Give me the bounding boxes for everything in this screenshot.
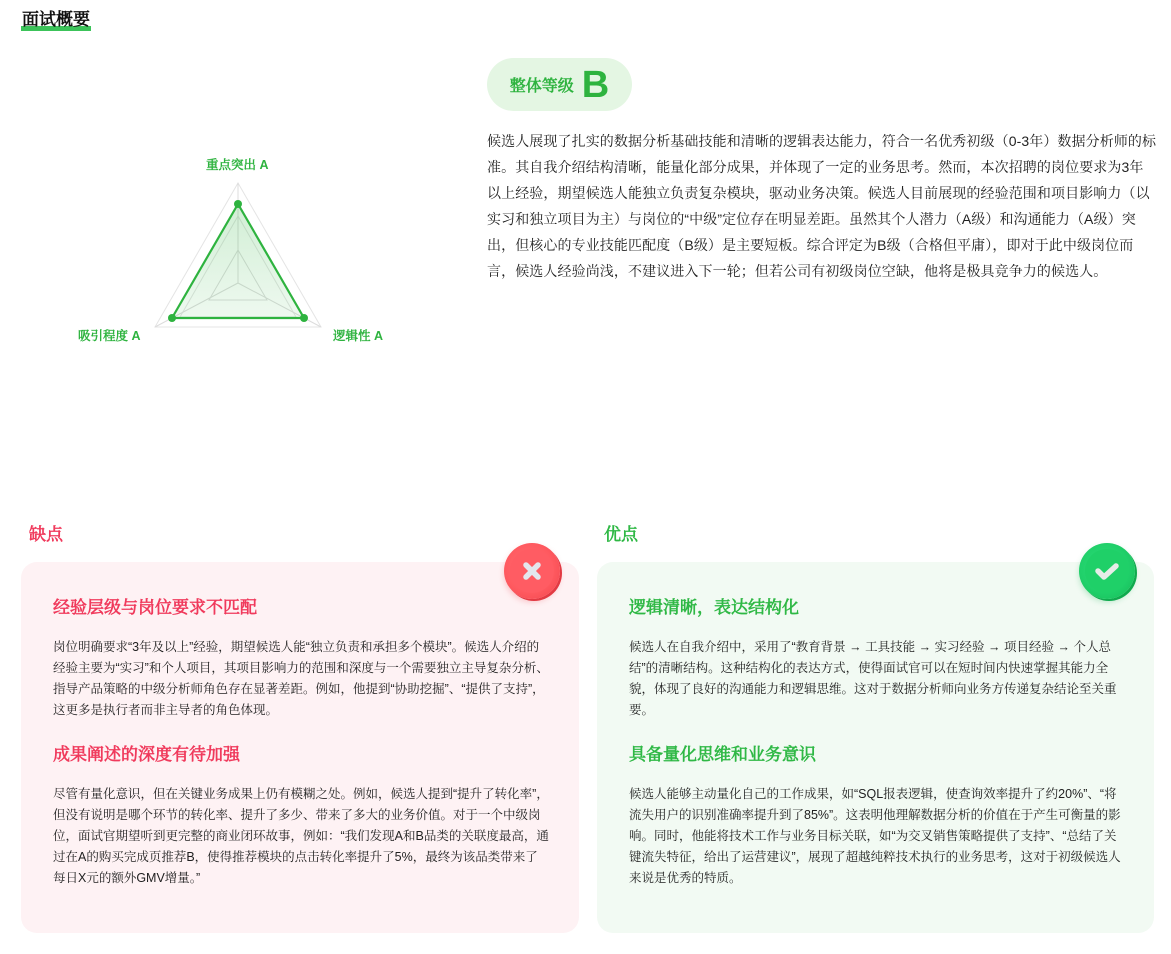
page-title: 面试概要 <box>22 10 90 29</box>
pros-item-title: 具备量化思维和业务意识 <box>629 745 816 764</box>
cons-item <box>53 596 549 721</box>
overall-grade-label: 整体等级 <box>509 78 574 95</box>
check-circle-icon <box>1079 543 1135 599</box>
cons-item-body: 尽管有量化意识，但在关键业务成果上仍有模糊之处。例如，候选人提到“提升了转化率”，但没有说明是哪个环节的转化率、提升了多少、带来了多大的业务价值。对于一个中级岗位，面试官期望听到更完整的商业闭环故事，例如：“我们发现A和B品类的关联度最高，通过在A的购买完成页推荐B，使得推荐模块的点击转化率提升了5%，最终为该品类带来了每日X元的额外GMV增量。” <box>53 787 549 885</box>
pros-item <box>629 743 1124 889</box>
overall-summary: 候选人展现了扎实的数据分析基础技能和清晰的逻辑表达能力，符合一名优秀初级（0-3年）数据分析师的标准。其自我介绍结构清晰，能量化部分成果，并体现了一定的业务思考。然而，本次招聘的岗位要求为3年以上经验，期望候选人能独立负责复杂模块，驱动业务决策。候选人目前展现的经验范围和项目影响力（以实习和独立项目为主）与岗位的“中级”定位存在明显差距。虽然其个人潜力（A级）和沟通能力（A级）突出，但核心的专业技能匹配度（B级）是主要短板。综合评定为B级（合格但平庸），即对于此中级岗位而言，候选人经验尚浅，不建议进入下一轮；但若公司有初级岗位空缺，他将是极具竞争力的候选人。 <box>487 133 1157 279</box>
cons-item <box>53 743 549 889</box>
pros-section-title: 优点 <box>604 525 638 544</box>
close-circle-icon <box>504 543 560 599</box>
radar-label-appeal: 吸引程度 A <box>78 329 141 343</box>
cons-section-title: 缺点 <box>29 525 63 544</box>
overall-grade-value: B <box>581 63 610 106</box>
pros-item-body: 候选人在自我介绍中，采用了“教育背景 → 工具技能 → 实习经验 → 项目经验 → 个人总结”的清晰结构。这种结构化的表达方式，使得面试官可以在短时间内快速掌握其能力全貌，体现了良好的沟通能力和逻辑思维。这对于数据分析师向业务方传递复杂结论至关重要。 <box>629 640 1117 717</box>
cons-item-title: 成果阐述的深度有待加强 <box>53 745 240 764</box>
cons-card <box>21 562 579 933</box>
overall-grade-badge <box>487 58 632 111</box>
pros-item-title: 逻辑清晰，表达结构化 <box>629 598 799 617</box>
radar-label-focus: 重点突出 A <box>206 158 269 172</box>
cons-item-body: 岗位明确要求“3年及以上”经验，期望候选人能“独立负责和承担多个模块”。候选人介绍的经验主要为“实习”和个人项目，其项目影响力的范围和深度与一个需要独立主导复杂分析、指导产品策略的中级分析师角色存在显著差距。例如，他提到“协助挖掘”、“提供了支持”，这更多是执行者而非主导者的角色体现。 <box>53 640 549 717</box>
pros-card <box>597 562 1154 933</box>
radar-chart <box>60 140 400 360</box>
radar-label-logic: 逻辑性 A <box>333 329 384 343</box>
pros-item-body: 候选人能够主动量化自己的工作成果，如“SQL报表逻辑，使查询效率提升了约20%”、“将流失用户的识别准确率提升到了85%”。这表明他理解数据分析的价值在于产生可衡量的影响。同时，他能将技术工作与业务目标关联，如“为交叉销售策略提供了支持”、“总结了关键流失特征，给出了运营建议”，展现了超越纯粹技术执行的业务思考，这对于初级候选人来说是优秀的特质。 <box>629 787 1121 885</box>
cons-item-title: 经验层级与岗位要求不匹配 <box>53 598 257 617</box>
pros-item <box>629 596 1124 721</box>
